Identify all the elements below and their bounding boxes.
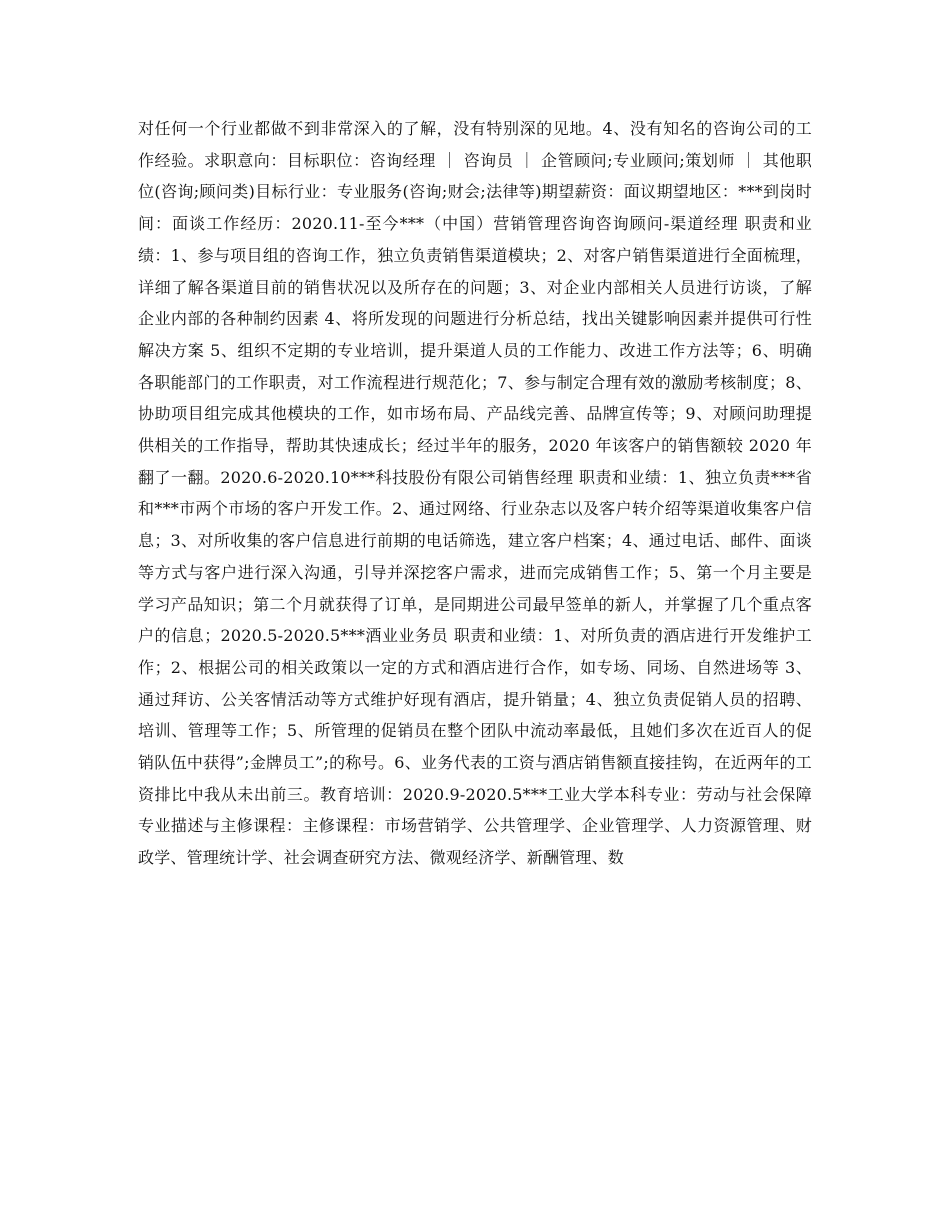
body-paragraph: 对任何一个行业都做不到非常深入的了解，没有特别深的见地。4、没有知名的咨询公司的工作经验。求职意向：目标职位：咨询经理 ｜ 咨询员 ｜ 企管顾问;专业顾问;策划师 ｜ 其他职位(咨询;顾问类)目标行业：专业服务(咨询;财会;法律等)期望薪资：面议期望地区：***到岗时间：面谈工作经历：2020.11-至今***（中国）营销管理咨询咨询顾问-渠道经理 职责和业绩：1、参与项目组的咨询工作，独立负责销售渠道模块；2、对客户销售渠道进行全面梳理，详细了解各渠道目前的销售状况以及所存在的问题；3、对企业内部相关人员进行访谈，了解企业内部的各种制约因素 4、将所发现的问题进行分析总结，找出关键影响因素并提供可行性解决方案 5、组织不定期的专业培训，提升渠道人员的工作能力、改进工作方法等；6、明确各职能部门的工作职责，对工作流程进行规范化；7、参与制定合理有效的激励考核制度；8、协助项目组完成其他模块的工作，如市场布局、产品线完善、品牌宣传等；9、对顾问助理提供相关的工作指导，帮助其快速成长；经过半年的服务，2020 年该客户的销售额较 2020 年翻了一翻。2020.6-2020.10***科技股份有限公司销售经理 职责和业绩：1、独立负责***省和***市两个市场的客户开发工作。2、通过网络、行业杂志以及客户转介绍等渠道收集客户信息；3、对所收集的客户信息进行前期的电话筛选，建立客户档案；4、通过电话、邮件、面谈等方式与客户进行深入沟通，引导并深挖客户需求，进而完成销售工作；5、第一个月主要是学习产品知识；第二个月就获得了订单，是同期进公司最早签单的新人，并掌握了几个重点客户的信息；2020.5-2020.5***酒业业务员 职责和业绩：1、对所负责的酒店进行开发维护工作；2、根据公司的相关政策以一定的方式和酒店进行合作，如专场、同场、自然进场等 3、通过拜访、公关客情活动等方式维护好现有酒店，提升销量；4、独立负责促销人员的招聘、培训、管理等工作；5、所管理的促销员在整个团队中流动率最低，且她们多次在近百人的促销队伍中获得”;金牌员工”;的称号。6、业务代表的工资与酒店销售额直接挂钩，在近两年的工资排比中我从未出前三。教育培训：2020.9-2020.5***工业大学本科专业：劳动与社会保障专业描述与主修课程：主修课程：市场营销学、公共管理学、企业管理学、人力资源管理、财政学、管理统计学、社会调查研究方法、微观经济学、新酬管理、数 bbox=[138, 119, 812, 868]
